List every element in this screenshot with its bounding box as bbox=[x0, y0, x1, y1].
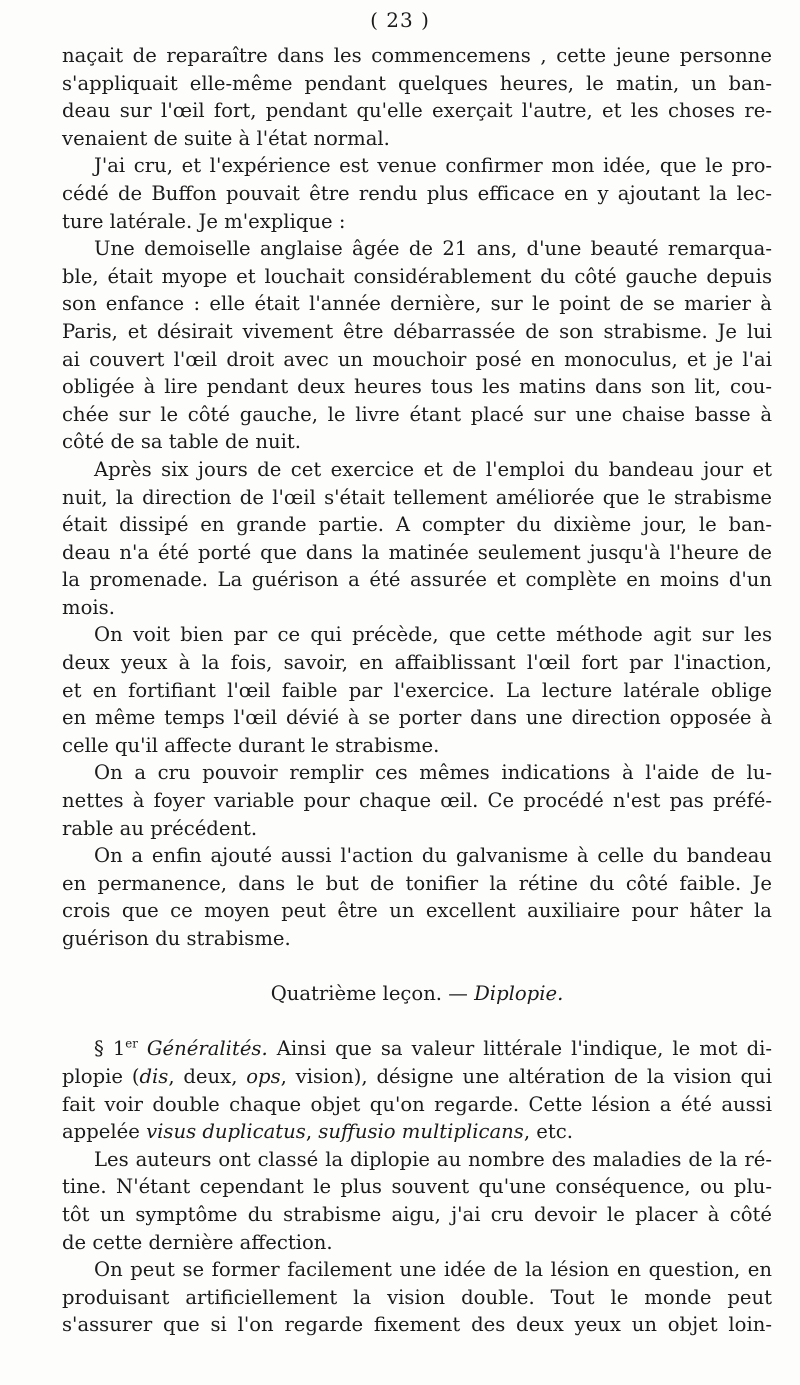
text-line: J'ai cru, et l'expérience est venue confirmer mon idée, que le pro- bbox=[94, 154, 772, 178]
section-sign: § 1 bbox=[94, 1037, 126, 1061]
section-first-line bbox=[62, 1035, 772, 1063]
text-line: rable au précédent. bbox=[62, 816, 258, 840]
page-number: ( 23 ) bbox=[370, 8, 430, 32]
lesson-heading bbox=[62, 980, 772, 1008]
text-fragment: , vision), désigne une altération de la vision qui bbox=[280, 1064, 772, 1088]
text-line: guérison du strabisme. bbox=[62, 927, 291, 950]
lesson-heading-title: Diplopie. bbox=[474, 982, 564, 1006]
text-line: en permanence, dans le but de tonifier la rétine du côté faible. Je bbox=[62, 871, 772, 895]
text-line: de cette dernière affection. bbox=[62, 1230, 333, 1254]
latin-term: visus duplicatus bbox=[146, 1120, 306, 1144]
spacer bbox=[62, 953, 772, 981]
text-line: On a enfin ajouté aussi l'action du galvanisme à celle du bandeau bbox=[94, 844, 772, 868]
text-line: mois. bbox=[62, 595, 115, 619]
text-line: Après six jours de cet exercice et de l'emploi du bandeau jour et bbox=[94, 457, 772, 481]
text-line: On peut se former facilement une idée de la lésion en question, en bbox=[94, 1258, 772, 1282]
text-line: deau sur l'œil fort, pendant qu'elle exerçait l'autre, et les choses re- bbox=[62, 99, 772, 123]
text-line: Les auteurs ont classé la diplopie au nombre des maladies de la ré- bbox=[94, 1147, 772, 1171]
text-line: crois que ce moyen peut être un excellent auxiliaire pour hâter la bbox=[62, 899, 772, 923]
greek-term: dis bbox=[139, 1064, 169, 1088]
text-line: produisant artificiellement la vision double. Tout le monde peut bbox=[62, 1285, 772, 1309]
section-line1-rest: Ainsi que sa valeur littérale l'indique, le mot di- bbox=[267, 1037, 773, 1061]
spacer bbox=[62, 1008, 772, 1036]
text-line: nuit, la direction de l'œil s'était tellement améliorée que le strabisme bbox=[62, 485, 772, 509]
text-line: obligée à lire pendant deux heures tous les matins dans son lit, cou- bbox=[62, 375, 772, 399]
text-line: ble, était myope et louchait considérablement du côté gauche depuis bbox=[62, 264, 772, 288]
text-line: Paris, et désirait vivement être débarrassée de son strabisme. Je lui bbox=[62, 319, 772, 343]
text-line: s'appliquait elle-même pendant quelques heures, le matin, un ban- bbox=[62, 71, 772, 95]
text-line: nettes à foyer variable pour chaque œil. Ce procédé n'est pas préfé- bbox=[62, 789, 772, 813]
body-text bbox=[62, 42, 772, 1339]
text-line: en même temps l'œil dévié à se porter dans une direction opposée à bbox=[62, 706, 772, 730]
text-fragment: , etc. bbox=[523, 1120, 573, 1144]
text-line: était dissipé en grande partie. A compter du dixième jour, le ban- bbox=[62, 513, 772, 537]
text-line: On voit bien par ce qui précède, que cette méthode agit sur les bbox=[94, 623, 772, 647]
latin-term: suffusio multiplicans bbox=[318, 1120, 524, 1144]
text-line: deau n'a été porté que dans la matinée seulement jusqu'à l'heure de bbox=[62, 540, 772, 564]
text-line: celle qu'il affecte durant le strabisme. bbox=[62, 733, 440, 757]
text-line: deux yeux à la fois, savoir, en affaiblissant l'œil fort par l'inaction, bbox=[62, 651, 772, 675]
text-fragment: appelée bbox=[62, 1120, 147, 1144]
text-line: Une demoiselle anglaise âgée de 21 ans, d'une beauté remarqua- bbox=[94, 237, 772, 261]
text-fragment: , bbox=[305, 1120, 319, 1144]
text-line: s'assurer que si l'on regarde fixement des deux yeux un objet loin- bbox=[62, 1313, 772, 1337]
text-fragment: plopie ( bbox=[62, 1064, 140, 1088]
text-line: côté de sa table de nuit. bbox=[62, 430, 301, 454]
text-line: venaient de suite à l'état normal. bbox=[62, 126, 390, 150]
text-line: cédé de Buffon pouvait être rendu plus efficace en y ajoutant la lec- bbox=[62, 181, 772, 205]
section-sup: er bbox=[125, 1036, 138, 1051]
lesson-heading-prefix: Quatrième leçon. — bbox=[270, 982, 475, 1006]
text-line: ai couvert l'œil droit avec un mouchoir posé en monoculus, et je l'ai bbox=[62, 347, 772, 371]
section-title: Généralités. bbox=[146, 1037, 268, 1061]
text-line: naçait de reparaître dans les commencemens , cette jeune personne bbox=[62, 44, 772, 67]
text-line: fait voir double chaque objet qu'on regarde. Cette lésion a été aussi bbox=[62, 1092, 772, 1116]
text-line: ture latérale. Je m'explique : bbox=[62, 209, 346, 233]
text-line: tôt un symptôme du strabisme aigu, j'ai cru devoir le placer à côté bbox=[62, 1202, 772, 1226]
text-line bbox=[62, 1063, 772, 1091]
text-fragment: , deux, bbox=[168, 1064, 247, 1088]
text-line bbox=[62, 1118, 772, 1146]
text-line: On a cru pouvoir remplir ces mêmes indications à l'aide de lu- bbox=[94, 761, 772, 785]
greek-term: ops bbox=[246, 1064, 281, 1088]
text-line: tine. N'étant cependant le plus souvent qu'une conséquence, ou plu- bbox=[62, 1175, 772, 1199]
text-line: la promenade. La guérison a été assurée et complète en moins d'un bbox=[62, 568, 772, 592]
text-line: chée sur le côté gauche, le livre étant placé sur une chaise basse à bbox=[62, 402, 772, 426]
text-line: et en fortifiant l'œil faible par l'exercice. La lecture latérale oblige bbox=[62, 678, 772, 702]
text-line: son enfance : elle était l'année dernière, sur le point de se marier à bbox=[62, 292, 772, 316]
